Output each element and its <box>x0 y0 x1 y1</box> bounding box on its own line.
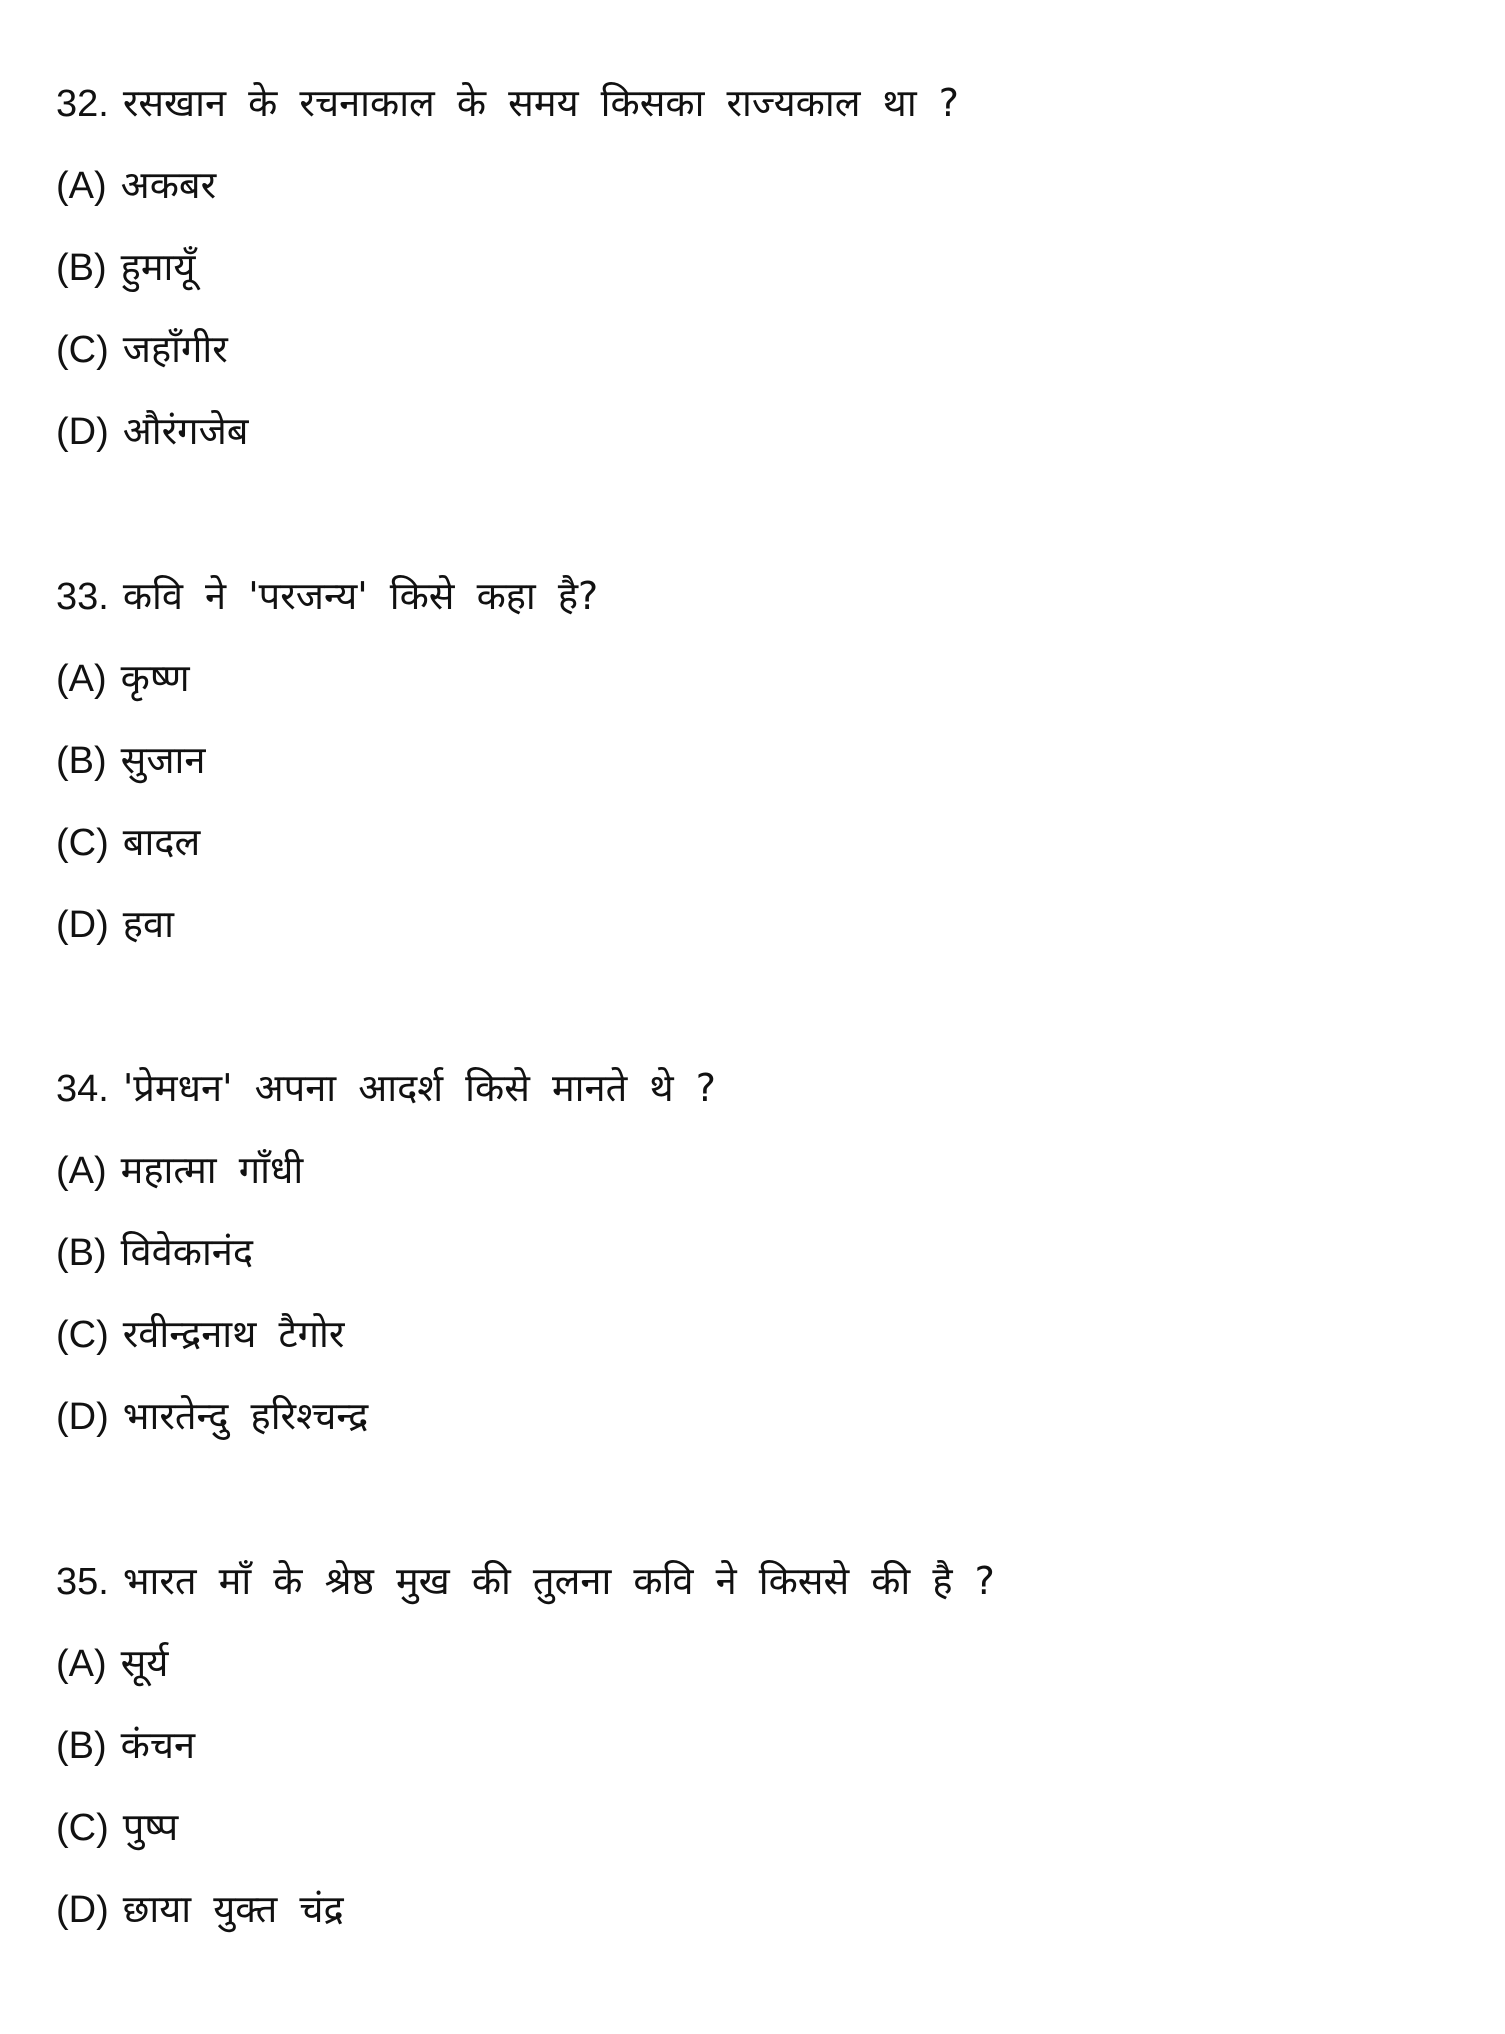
option-text: हुमायूँ <box>120 245 196 289</box>
question-text: कवि ने 'परजन्य' किसे कहा है? <box>122 574 599 618</box>
option-letter: (C) <box>56 1807 109 1849</box>
option-d[interactable] <box>56 1868 1456 1950</box>
option-text: सूर्य <box>120 1641 169 1685</box>
question-32 <box>56 62 1456 472</box>
option-b[interactable] <box>56 1211 1456 1293</box>
option-letter: (D) <box>56 1889 109 1931</box>
question-text: रसखान के रचनाकाल के समय किसका राज्यकाल था ? <box>122 81 959 125</box>
question-number: 32. <box>56 83 109 125</box>
option-text: सुजान <box>120 738 206 782</box>
option-letter: (C) <box>56 1314 109 1356</box>
option-text: कृष्ण <box>120 656 190 700</box>
question-stem <box>56 1047 1456 1129</box>
question-text: 'प्रेमधन' अपना आदर्श किसे मानते थे ? <box>122 1066 716 1110</box>
option-a[interactable] <box>56 1622 1456 1704</box>
option-letter: (B) <box>56 740 107 782</box>
option-a[interactable] <box>56 1129 1456 1211</box>
option-letter: (A) <box>56 658 107 700</box>
option-b[interactable] <box>56 719 1456 801</box>
option-letter: (D) <box>56 411 109 453</box>
option-a[interactable] <box>56 637 1456 719</box>
option-text: औरंगजेब <box>122 409 249 453</box>
question-stem <box>56 1540 1456 1622</box>
option-letter: (D) <box>56 1396 109 1438</box>
question-number: 33. <box>56 576 109 618</box>
question-stem <box>56 62 1456 144</box>
option-d[interactable] <box>56 883 1456 965</box>
question-stem <box>56 555 1456 637</box>
option-text: अकबर <box>120 163 217 207</box>
option-letter: (A) <box>56 165 107 207</box>
option-d[interactable] <box>56 1375 1456 1457</box>
option-b[interactable] <box>56 226 1456 308</box>
option-text: भारतेन्दु हरिश्चन्द्र <box>122 1394 369 1438</box>
option-text: बादल <box>122 820 201 864</box>
option-letter: (B) <box>56 1232 107 1274</box>
option-letter: (A) <box>56 1643 107 1685</box>
question-number: 35. <box>56 1561 109 1603</box>
option-letter: (C) <box>56 329 109 371</box>
option-text: हवा <box>122 902 174 946</box>
option-c[interactable] <box>56 308 1456 390</box>
option-text: पुष्प <box>122 1805 179 1849</box>
option-c[interactable] <box>56 1293 1456 1375</box>
option-letter: (D) <box>56 904 109 946</box>
option-b[interactable] <box>56 1704 1456 1786</box>
option-a[interactable] <box>56 144 1456 226</box>
question-text: भारत माँ के श्रेष्ठ मुख की तुलना कवि ने किससे की है ? <box>122 1559 995 1603</box>
option-text: विवेकानंद <box>120 1230 254 1274</box>
option-letter: (C) <box>56 822 109 864</box>
question-number: 34. <box>56 1068 109 1110</box>
option-text: छाया युक्त चंद्र <box>122 1887 344 1931</box>
option-letter: (A) <box>56 1150 107 1192</box>
option-text: महात्मा गाँधी <box>120 1148 304 1192</box>
option-c[interactable] <box>56 1786 1456 1868</box>
question-35 <box>56 1540 1456 1950</box>
option-text: रवीन्द्रनाथ टैगोर <box>122 1312 345 1356</box>
option-letter: (B) <box>56 1725 107 1767</box>
option-text: जहाँगीर <box>122 327 228 371</box>
question-33 <box>56 555 1456 965</box>
option-letter: (B) <box>56 247 107 289</box>
question-34 <box>56 1047 1456 1457</box>
option-d[interactable] <box>56 390 1456 472</box>
option-c[interactable] <box>56 801 1456 883</box>
option-text: कंचन <box>120 1723 196 1767</box>
